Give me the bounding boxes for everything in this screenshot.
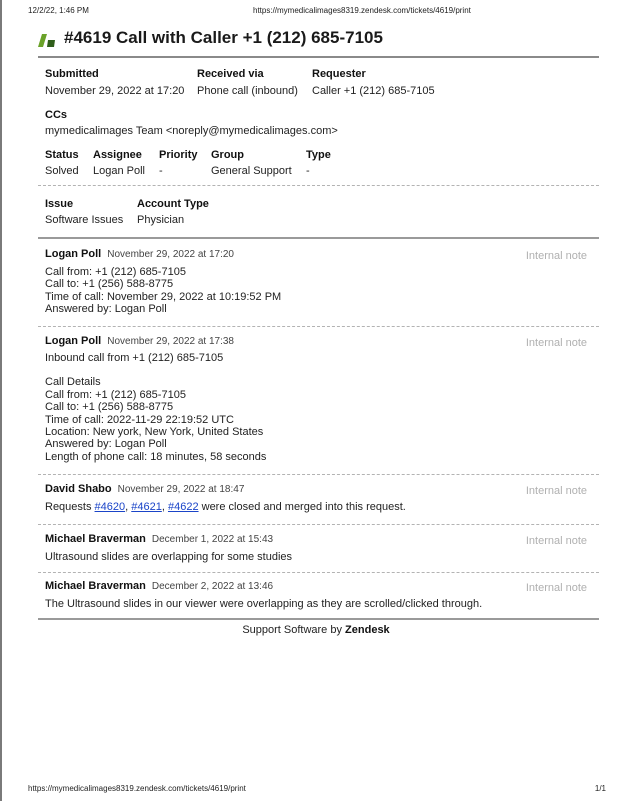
requester-label: Requester [312, 68, 366, 80]
type-value: - [306, 165, 310, 177]
zendesk-logo-icon [38, 31, 56, 47]
status-value: Solved [45, 165, 79, 177]
priority-label: Priority [159, 149, 198, 161]
ticket-link-4621[interactable]: #4621 [131, 501, 162, 513]
comment-body [45, 266, 590, 316]
divider [38, 572, 599, 573]
comment-body [45, 352, 590, 463]
comment-date: November 29, 2022 at 17:20 [107, 249, 234, 260]
comment-line: Time of call: November 29, 2022 at 10:19:52 PM [45, 290, 282, 303]
comment-line: Length of phone call: 18 minutes, 58 seconds [45, 450, 267, 463]
ccs-value: mymedicalimages Team <noreply@mymedicalimages.com> [45, 125, 338, 137]
section-divider [38, 618, 599, 620]
comment-line: Answered by: Logan Poll [45, 303, 167, 316]
type-label: Type [306, 149, 331, 161]
priority-value: - [159, 165, 163, 177]
comment-line: Call from: +1 (212) 685-7105 [45, 266, 186, 278]
comment-date: December 2, 2022 at 13:46 [151, 581, 274, 592]
comment-date: November 29, 2022 at 18:47 [117, 484, 245, 495]
account-type-label: Account Type [137, 198, 209, 210]
comment-text: Requests [45, 501, 95, 513]
comment-line: Call to: +1 (256) 588-8775 [45, 278, 174, 291]
internal-note-badge: Internal note [525, 535, 587, 547]
comment-text: were closed and merged into this request. [198, 501, 406, 513]
ticket-link-4622[interactable]: #4622 [167, 501, 199, 513]
print-footer [28, 784, 606, 793]
comment-line: Call Details [45, 376, 101, 389]
comment [45, 248, 590, 316]
divider [38, 474, 599, 475]
page-number: 1/1 [594, 784, 606, 793]
page-left-border [0, 0, 2, 801]
group-value: General Support [211, 165, 292, 177]
internal-note-badge: Internal note [525, 485, 587, 497]
comment-author: Logan Poll [45, 248, 102, 260]
comment [45, 335, 590, 463]
received-via-label: Received via [197, 68, 264, 80]
print-url: https://mymedicalimages8319.zendesk.com/tickets/4619/print [253, 6, 471, 15]
issue-label: Issue [45, 198, 74, 210]
divider [38, 524, 599, 525]
divider [38, 326, 599, 327]
link-separator: , [161, 501, 168, 513]
support-credit [0, 624, 632, 636]
credit-brand: Zendesk [345, 624, 390, 636]
requester-value: Caller +1 (212) 685-7105 [312, 85, 435, 97]
comment-author: Michael Braverman [45, 533, 146, 545]
internal-note-badge: Internal note [525, 250, 587, 262]
comment-author: David Shabo [45, 483, 112, 495]
comment-line: Call from: +1 (212) 685-7105 [45, 388, 186, 401]
comment-line: Time of call: 2022-11-29 22:19:52 UTC [45, 413, 234, 426]
divider [38, 185, 599, 186]
credit-text: Support Software by [242, 624, 346, 636]
comment-body: Ultrasound slides are overlapping for some studies [45, 551, 293, 563]
comment-body: The Ultrasound slides in our viewer were overlapping as they are scrolled/clicked through. [45, 598, 483, 610]
comment-intro: Inbound call from +1 (212) 685-7105 [45, 352, 224, 364]
comment [45, 533, 590, 563]
ccs-label: CCs [45, 109, 68, 121]
section-divider [38, 237, 599, 239]
comment-author: Logan Poll [45, 335, 102, 347]
group-label: Group [211, 149, 244, 161]
print-date: 12/2/22, 1:46 PM [28, 6, 89, 15]
comment-date: November 29, 2022 at 17:38 [107, 336, 234, 347]
comment-body [45, 501, 590, 513]
comment-date: December 1, 2022 at 15:43 [151, 534, 274, 545]
comment [45, 580, 590, 610]
internal-note-badge: Internal note [525, 337, 587, 349]
comment-author: Michael Braverman [45, 580, 146, 592]
comment [45, 483, 590, 513]
issue-value: Software Issues [45, 214, 124, 226]
ticket-link-4620[interactable]: #4620 [94, 501, 126, 513]
ticket-title-bar [38, 28, 599, 58]
comment-line: Location: New york, New York, United States [45, 426, 264, 439]
assignee-label: Assignee [93, 149, 142, 161]
link-separator: , [125, 501, 132, 513]
account-type-value: Physician [137, 214, 185, 226]
internal-note-badge: Internal note [525, 582, 587, 594]
received-via-value: Phone call (inbound) [197, 85, 298, 97]
comment-line: Call to: +1 (256) 588-8775 [45, 401, 174, 414]
comment-line: Answered by: Logan Poll [45, 438, 167, 451]
submitted-value: November 29, 2022 at 17:20 [45, 85, 185, 97]
ticket-title: #4619 Call with Caller +1 (212) 685-7105 [64, 28, 383, 47]
status-label: Status [45, 149, 79, 161]
submitted-label: Submitted [45, 68, 99, 80]
print-footer-url: https://mymedicalimages8319.zendesk.com/tickets/4619/print [28, 784, 246, 793]
assignee-value: Logan Poll [93, 165, 145, 177]
